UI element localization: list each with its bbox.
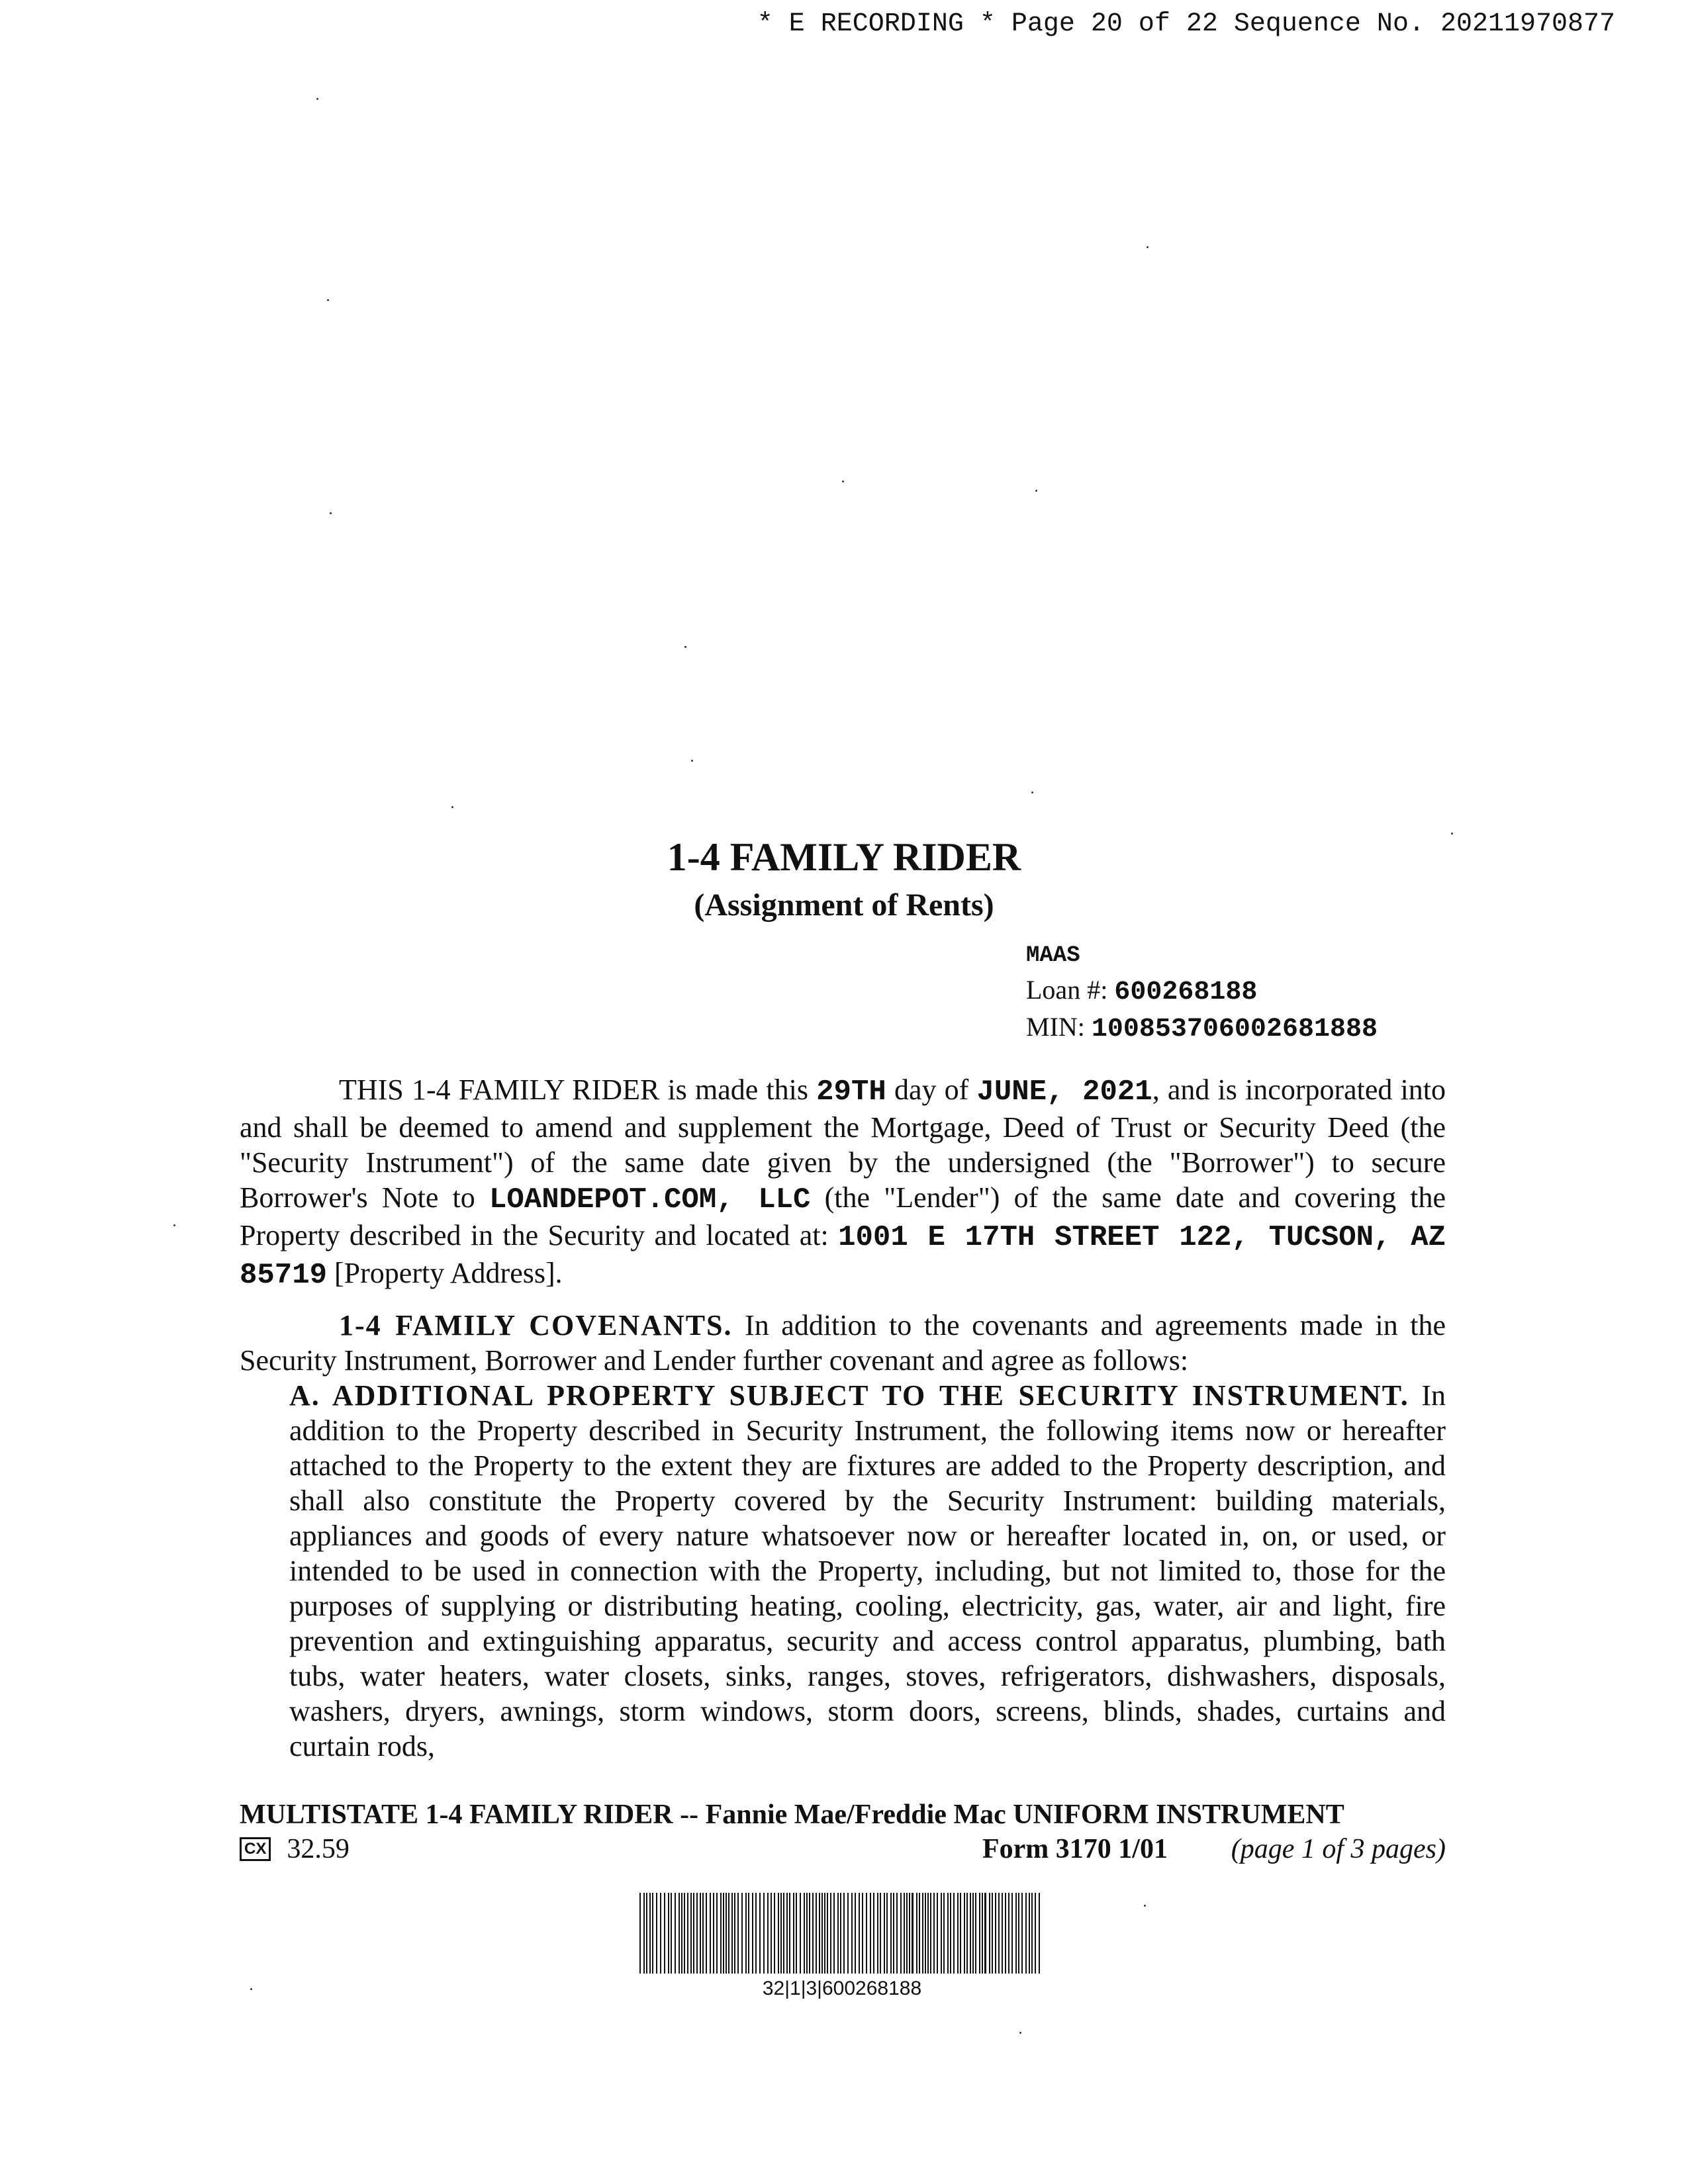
barcode-bar xyxy=(812,1893,814,1974)
barcode-bar xyxy=(713,1893,714,1974)
barcode-bar xyxy=(646,1893,647,1974)
barcode-bar xyxy=(912,1893,914,1974)
barcode-bar xyxy=(916,1893,917,1974)
barcode-bar xyxy=(780,1893,782,1974)
barcode-bar xyxy=(1035,1893,1036,1974)
barcode-bar xyxy=(755,1893,757,1974)
barcode-bar xyxy=(819,1893,820,1974)
rider-day: 29TH xyxy=(816,1075,886,1109)
scan-speck xyxy=(1035,490,1037,492)
barcode-bar xyxy=(886,1893,888,1974)
barcode-bar xyxy=(643,1893,645,1974)
barcode-bar xyxy=(927,1893,929,1974)
barcode-bar xyxy=(873,1893,874,1974)
barcode-bar xyxy=(774,1893,775,1974)
barcode-bar xyxy=(767,1893,769,1974)
barcode-bar xyxy=(957,1893,959,1974)
barcode-bar xyxy=(796,1893,797,1974)
barcode-bar xyxy=(1029,1893,1030,1974)
form-logo: CX xyxy=(240,1837,271,1861)
barcode xyxy=(637,1893,1047,1974)
barcode-bar xyxy=(763,1893,765,1974)
barcode-bar xyxy=(1008,1893,1009,1974)
barcode-bar xyxy=(890,1893,892,1974)
barcode-bar xyxy=(893,1893,894,1974)
barcode-bar xyxy=(783,1893,784,1974)
barcode-bar xyxy=(821,1893,823,1974)
barcode-bar xyxy=(975,1893,976,1974)
barcode-bar xyxy=(759,1893,761,1974)
page-indicator: (page 1 of 3 pages) xyxy=(1231,1834,1446,1864)
barcode-bar xyxy=(806,1893,808,1974)
barcode-bar xyxy=(884,1893,885,1974)
barcode-bar xyxy=(649,1893,651,1974)
barcode-bar xyxy=(998,1893,1000,1974)
barcode-bar xyxy=(877,1893,878,1974)
barcode-bar xyxy=(706,1893,707,1974)
barcode-bar xyxy=(972,1893,974,1974)
intro-text-4: (the "Lender") of the same date and covering the Property described in the Security and located at: xyxy=(240,1181,1446,1251)
document-title: 1-4 FAMILY RIDER xyxy=(667,835,1021,879)
barcode-bar xyxy=(687,1893,688,1974)
barcode-bar xyxy=(847,1893,849,1974)
barcode-bar xyxy=(862,1893,863,1974)
barcode-bar xyxy=(909,1893,910,1974)
barcode-bar xyxy=(668,1893,669,1974)
barcode-bar xyxy=(816,1893,817,1974)
barcode-bar xyxy=(681,1893,682,1974)
barcode-bar xyxy=(700,1893,701,1974)
loan-number-line xyxy=(1026,973,1378,1010)
barcode-bar xyxy=(833,1893,835,1974)
scan-speck xyxy=(250,1988,252,1990)
intro-text-5: [Property Address]. xyxy=(334,1257,563,1289)
barcode-bar xyxy=(690,1893,692,1974)
barcode-bar xyxy=(870,1893,871,1974)
scan-speck xyxy=(684,646,686,648)
intro-text-2: day of xyxy=(894,1073,969,1106)
barcode-bar xyxy=(933,1893,935,1974)
barcode-bar xyxy=(827,1893,828,1974)
barcode-bar xyxy=(800,1893,801,1974)
borrower-tag: MAAS xyxy=(1026,943,1080,968)
barcode-bar xyxy=(904,1893,905,1974)
barcode-bar xyxy=(656,1893,657,1974)
min-label: MIN: xyxy=(1026,1012,1085,1042)
barcode-bar xyxy=(855,1893,856,1974)
document-subtitle: (Assignment of Rents) xyxy=(694,887,994,923)
barcode-bar xyxy=(906,1893,908,1974)
form-code-wrap xyxy=(240,1833,350,1865)
barcode-bar xyxy=(896,1893,898,1974)
barcode-bar xyxy=(748,1893,749,1974)
barcode-bar xyxy=(966,1893,968,1974)
barcode-bar xyxy=(734,1893,735,1974)
loan-number-value: 600268188 xyxy=(1114,978,1258,1007)
barcode-bar xyxy=(752,1893,753,1974)
barcode-bar xyxy=(937,1893,938,1974)
intro-paragraph xyxy=(240,1072,1446,1293)
covenants-text: In addition to the covenants and agreements made in the Security Instrument, Borrower and Lender further covenant and agree as follows: xyxy=(240,1309,1446,1377)
barcode-bar xyxy=(843,1893,845,1974)
barcode-bar xyxy=(1002,1893,1003,1974)
scan-speck xyxy=(451,806,453,808)
section-a-paragraph xyxy=(289,1378,1446,1764)
barcode-bar xyxy=(979,1893,980,1974)
barcode-bar xyxy=(840,1893,841,1974)
barcode-bar xyxy=(1011,1893,1013,1974)
rider-body xyxy=(240,1072,1446,1764)
barcode-bar xyxy=(679,1893,680,1974)
barcode-bar xyxy=(989,1893,990,1974)
barcode-bar xyxy=(786,1893,788,1974)
barcode-bar xyxy=(771,1893,772,1974)
scan-speck xyxy=(173,1224,175,1226)
barcode-bar xyxy=(837,1893,839,1974)
barcode-bar xyxy=(824,1893,825,1974)
barcode-bar xyxy=(710,1893,711,1974)
barcode-bar xyxy=(982,1893,983,1974)
barcode-bar xyxy=(737,1893,739,1974)
scan-speck xyxy=(1147,246,1149,248)
property-address: 1001 E 17TH STREET 122, TUCSON, AZ 85719 xyxy=(240,1221,1446,1292)
barcode-bar xyxy=(900,1893,902,1974)
barcode-bar xyxy=(970,1893,971,1974)
barcode-bar xyxy=(693,1893,694,1974)
barcode-bar xyxy=(702,1893,704,1974)
loan-number-label: Loan #: xyxy=(1026,975,1108,1005)
barcode-bar xyxy=(1005,1893,1006,1974)
min-value: 100853706002681888 xyxy=(1091,1015,1378,1044)
barcode-bar xyxy=(960,1893,961,1974)
barcode-bar xyxy=(684,1893,685,1974)
barcode-bar xyxy=(809,1893,810,1974)
barcode-bar xyxy=(723,1893,724,1974)
barcode-bar xyxy=(919,1893,920,1974)
barcode-bar xyxy=(728,1893,729,1974)
scan-speck xyxy=(1144,1905,1146,1907)
barcode-bar xyxy=(720,1893,722,1974)
rider-month-year: JUNE, 2021 xyxy=(976,1075,1152,1109)
barcode-bar xyxy=(922,1893,923,1974)
footer-form-title: MULTISTATE 1-4 FAMILY RIDER -- Fannie Mae/Freddie Mac UNIFORM INSTRUMENT xyxy=(240,1799,1344,1830)
barcode-bar xyxy=(1021,1893,1023,1974)
barcode-bar xyxy=(716,1893,718,1974)
barcode-bar xyxy=(696,1893,698,1974)
barcode-bar xyxy=(1031,1893,1033,1974)
intro-text-1: THIS 1-4 FAMILY RIDER is made this xyxy=(339,1073,808,1106)
scan-speck xyxy=(327,299,329,301)
footer-form-info xyxy=(240,1833,1446,1870)
barcode-bar xyxy=(947,1893,949,1974)
form-number: Form 3170 1/01 xyxy=(982,1834,1168,1864)
barcode-bar xyxy=(992,1893,993,1974)
barcode-bar xyxy=(745,1893,747,1974)
barcode-bar xyxy=(950,1893,951,1974)
barcode-bar xyxy=(941,1893,942,1974)
barcode-bar xyxy=(1025,1893,1027,1974)
barcode-bar xyxy=(859,1893,860,1974)
title-block xyxy=(0,835,1688,923)
barcode-bar xyxy=(880,1893,881,1974)
barcode-bar xyxy=(741,1893,743,1974)
barcode-bar xyxy=(778,1893,779,1974)
loan-info-block xyxy=(1026,938,1378,1047)
form-code: 32.59 xyxy=(287,1834,350,1864)
min-line xyxy=(1026,1010,1378,1047)
barcode-bar xyxy=(830,1893,831,1974)
scan-speck xyxy=(691,760,693,762)
barcode-bar xyxy=(660,1893,661,1974)
scan-speck xyxy=(1031,792,1033,794)
recording-header: * E RECORDING * Page 20 of 22 Sequence No. 20211970877 xyxy=(757,9,1615,39)
barcode-bar xyxy=(639,1893,641,1974)
scan-speck xyxy=(316,98,318,100)
barcode-bar xyxy=(664,1893,665,1974)
scan-speck xyxy=(1451,833,1453,835)
barcode-bar xyxy=(925,1893,926,1974)
barcode-bar xyxy=(943,1893,945,1974)
barcode-bar xyxy=(995,1893,996,1974)
barcode-bar xyxy=(793,1893,794,1974)
barcode-bar xyxy=(789,1893,790,1974)
covenants-paragraph xyxy=(240,1308,1446,1378)
barcode-bar xyxy=(953,1893,955,1974)
barcode-bar xyxy=(652,1893,653,1974)
covenants-heading: 1-4 FAMILY COVENANTS. xyxy=(339,1309,733,1342)
barcode-number: 32|1|3|600268188 xyxy=(762,1978,922,1999)
barcode-bar xyxy=(851,1893,853,1974)
barcode-bar xyxy=(964,1893,965,1974)
barcode-bar xyxy=(675,1893,676,1974)
scan-speck xyxy=(1019,2032,1021,2034)
barcode-bar xyxy=(1039,1893,1040,1974)
barcode-bar xyxy=(731,1893,733,1974)
scan-speck xyxy=(330,512,332,514)
barcode-bar xyxy=(1018,1893,1019,1974)
barcode-bar xyxy=(804,1893,805,1974)
barcode-bar xyxy=(866,1893,867,1974)
scan-speck xyxy=(842,480,844,482)
lender-name: LOANDEPOT.COM, LLC xyxy=(489,1183,811,1216)
section-a-text: In addition to the Property described in Security Instrument, the following items now or hereafter attached to the Property to the extent they are fixtures are added to the Property description, and shall also constitute the Property covered by the Security Instrument: building materials, appliances and goods of every nature whatsoever now or hereafter located in, on, or used, or intended to be used in connection with the Property, including, but not limited to, those for the purposes of supplying or distributing heating, cooling, electricity, gas, water, air and light, fire prevention and extinguishing apparatus, security and access control apparatus, plumbing, bath tubs, water heaters, water closets, sinks, ranges, stoves, refrigerators, dishwashers, disposals, washers, dryers, awnings, storm windows, storm doors, screens, blinds, shades, curtains and curtain rods, xyxy=(289,1379,1446,1762)
section-a-heading: A. ADDITIONAL PROPERTY SUBJECT TO THE SECURITY INSTRUMENT. xyxy=(289,1379,1409,1412)
intro-text-3: , and is incorporated into and shall be deemed to amend and supplement the Mortgage, Deed of Trust or Security Deed (the "Security Instrument") of the same date given by the undersigned (the "Borrower") to secure Borrower's Note to xyxy=(240,1073,1446,1214)
barcode-bar xyxy=(1015,1893,1017,1974)
barcode-bar xyxy=(984,1893,986,1974)
barcode-bar xyxy=(930,1893,931,1974)
barcode-bar xyxy=(726,1893,727,1974)
barcode-bar xyxy=(671,1893,672,1974)
